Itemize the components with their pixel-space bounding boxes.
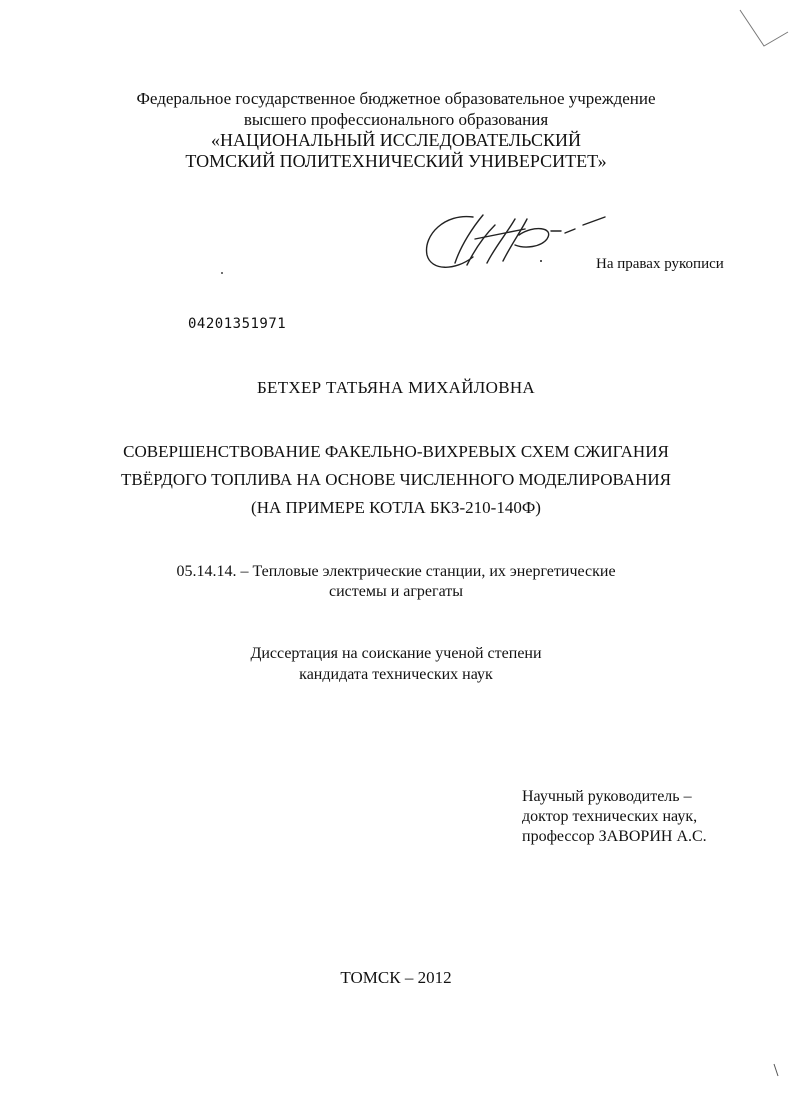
institution-line-1: Федеральное государственное бюджетное образовательное учреждение — [136, 89, 656, 108]
advisor-line-2: доктор технических наук, — [522, 808, 698, 825]
institution-line-4: ТОМСКИЙ ПОЛИТЕХНИЧЕСКИЙ УНИВЕРСИТЕТ» — [185, 151, 607, 171]
advisor-line-3: профессор ЗАВОРИН А.С. — [522, 828, 707, 845]
dissertation-title — [0, 438, 792, 522]
handwritten-signature — [415, 205, 615, 277]
specialty-code — [0, 562, 792, 602]
manuscript-rights-note: На правах рукописи — [596, 256, 724, 272]
title-line-1: СОВЕРШЕНСТВОВАНИЕ ФАКЕЛЬНО-ВИХРЕВЫХ СХЕМ СЖИГАНИЯ — [123, 442, 669, 461]
institution-header — [0, 88, 792, 172]
scientific-advisor — [522, 787, 707, 847]
scan-speck — [221, 272, 223, 274]
scan-edge-mark — [772, 1062, 782, 1078]
specialty-line-2: системы и агрегаты — [328, 583, 464, 600]
scan-corner-mark — [738, 8, 792, 52]
degree-line-1: Диссертация на соискание ученой степени — [250, 645, 542, 662]
degree-statement — [0, 643, 792, 685]
registration-number: 04201351971 — [188, 316, 287, 332]
title-line-2: ТВЁРДОГО ТОПЛИВА НА ОСНОВЕ ЧИСЛЕННОГО МОДЕЛИРОВАНИЯ — [121, 470, 671, 489]
institution-line-2: высшего профессионального образования — [243, 110, 549, 129]
specialty-line-1: 05.14.14. – Тепловые электрические станции, их энергетические — [176, 563, 616, 580]
city-year: ТОМСК – 2012 — [340, 968, 452, 987]
author-name: БЕТХЕР ТАТЬЯНА МИХАЙЛОВНА — [256, 378, 536, 397]
advisor-line-1: Научный руководитель – — [522, 788, 692, 805]
title-line-3: (НА ПРИМЕРЕ КОТЛА БКЗ-210-140Ф) — [251, 498, 541, 517]
institution-line-3: «НАЦИОНАЛЬНЫЙ ИССЛЕДОВАТЕЛЬСКИЙ — [211, 130, 581, 150]
degree-line-2: кандидата технических наук — [299, 666, 493, 683]
